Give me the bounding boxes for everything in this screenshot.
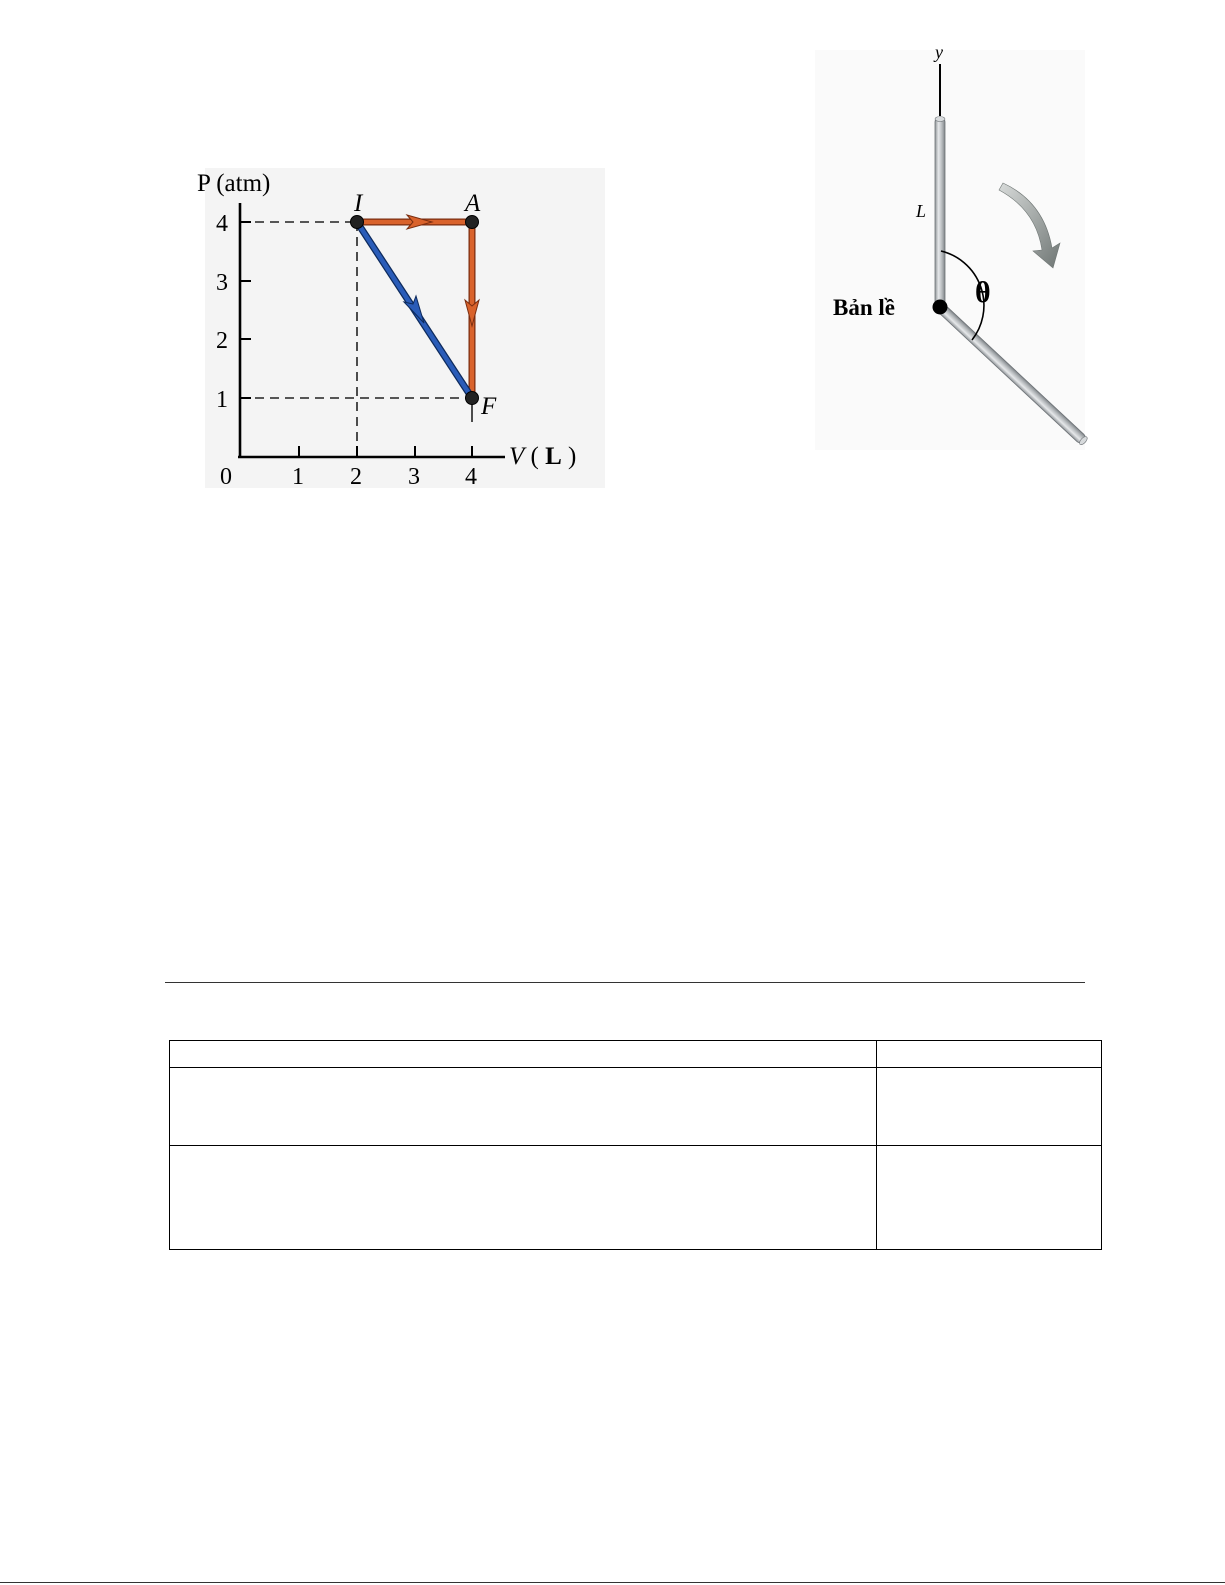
point-a (466, 216, 479, 229)
table-row (170, 1041, 1102, 1068)
point-label-f: F (481, 393, 497, 420)
rod-diagram (810, 30, 1110, 510)
rod-length-label: L (916, 201, 927, 221)
y-tick-label-4: 4 (216, 211, 228, 237)
y-tick-label-1: 1 (216, 387, 228, 413)
y-axis-title (197, 170, 270, 197)
pv-diagram (0, 0, 620, 520)
x-axis-title-v: V (509, 443, 525, 470)
table-cell[interactable] (170, 1068, 877, 1146)
table-row (170, 1068, 1102, 1146)
angle-label: θ (975, 276, 991, 309)
vertical-rod (935, 118, 945, 308)
point-f (466, 392, 479, 405)
x-tick-label-4: 4 (465, 464, 477, 490)
rod-y-axis-label: y (935, 42, 943, 62)
x-tick-label-1: 1 (292, 464, 304, 490)
table-row (170, 1146, 1102, 1250)
y-tick-label-2: 2 (216, 328, 228, 354)
page-bottom-rule (0, 1582, 1225, 1583)
x-axis-title-unit: L (545, 443, 562, 470)
x-axis-title: V ( L ) (509, 443, 577, 470)
point-i (351, 216, 364, 229)
y-tick-label-3: 3 (216, 270, 228, 296)
x-tick-label-3: 3 (408, 464, 420, 490)
hinge-label: Bản lề (833, 295, 895, 320)
point-label-a: A (465, 190, 481, 217)
x-tick-label-0: 0 (220, 464, 232, 490)
plot-background (205, 168, 605, 488)
section-divider (165, 982, 1085, 983)
x-tick-label-2: 2 (350, 464, 362, 490)
table-cell[interactable] (170, 1041, 877, 1068)
y-axis-title-text: P (atm) (197, 170, 271, 197)
hinge-pivot (933, 300, 948, 315)
table-cell[interactable] (877, 1068, 1102, 1146)
point-label-i: I (354, 190, 363, 217)
table-cell[interactable] (170, 1146, 877, 1250)
answer-table (169, 1040, 1102, 1250)
table-cell[interactable] (877, 1146, 1102, 1250)
table-cell[interactable] (877, 1041, 1102, 1068)
